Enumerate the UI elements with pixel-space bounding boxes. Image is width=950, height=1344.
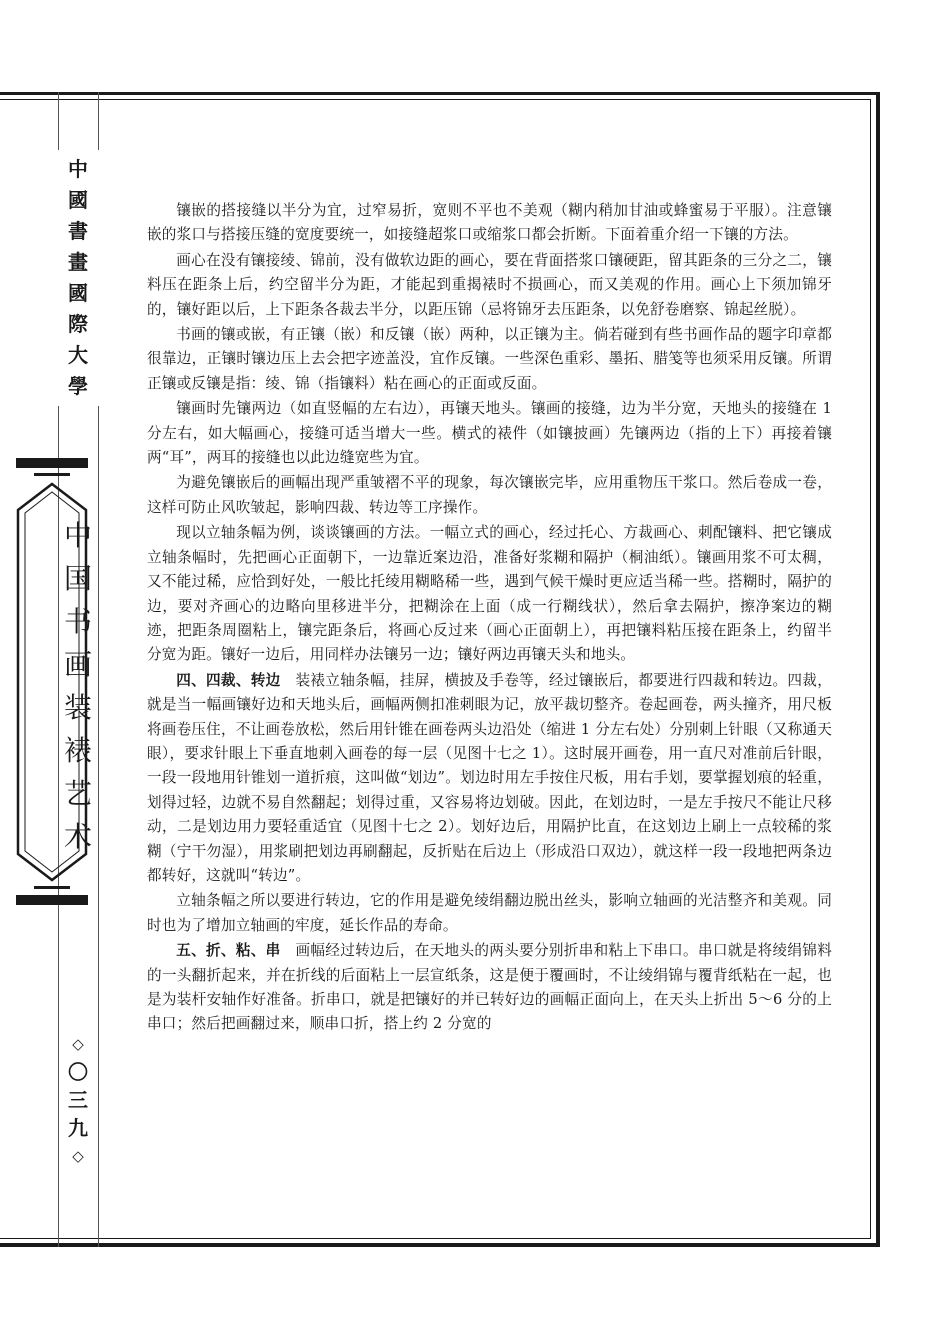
university-char: 國 xyxy=(68,281,88,305)
university-name xyxy=(50,150,106,406)
university-char: 中 xyxy=(68,157,88,181)
page-number xyxy=(60,1030,96,1170)
series-char: 艺 xyxy=(63,777,92,810)
series-char: 中 xyxy=(63,519,92,552)
body-text xyxy=(147,199,832,1038)
series-char: 术 xyxy=(63,820,92,853)
panel-top-bar xyxy=(16,458,88,468)
series-char: 裱 xyxy=(63,734,92,767)
paragraph-text: 装裱立轴条幅，挂屏，横披及手卷等，经过镶嵌后，都要进行四裁和转边。四裁，就是当一幅画镶好边和天地头后，画幅两侧扣准刺眼为记，放平裁切整齐。卷起画卷，两头撞齐，用尺板将画卷压住，不让画卷放松，然后用针锥在画卷两头边沿处（缩进 1 分左右处）分别刺上针眼（又称通天眼），要求针眼上下垂直地刺入画卷的每一层（见图十七之 1）。这时展开画卷，用一直尺对准前后针眼，一段一段地用针锥划一道折痕，这叫做“划边”。划边时用左手按住尺板，用右手划，要掌握划痕的轻重，划得过轻，边就不易自然翻起；划得过重，又容易将边划破。因此，在划边时，一是左手按尺不能让尺移动，二是划边用力要轻重适宜（见图十七之 2）。划好边后，用隔护比直，在这划边上刷上一点较稀的浆糊（宁干勿湿），用浆刷把划边再刷翻起，反折贴在后边上（形成沿口双边），就这样一段一段地把两条边都转好，这就叫“转边”。 xyxy=(147,671,833,884)
series-char: 装 xyxy=(63,691,92,724)
page-number-char: 〇 xyxy=(68,1060,88,1084)
paragraph: 为避免镶嵌后的画幅出现严重皱褶不平的现象，每次镶嵌完毕，应用重物压干浆口。然后卷成一卷，这样可防止风吹皱起，影响四裁、转边等工序操作。 xyxy=(147,474,832,516)
paragraph: 画心在没有镶接绫、锦前，没有做软边距的画心，要在背面搭浆口镶硬距，留其距条的三分之二，镶料压在距条上后，约空留半分为距，才能起到重揭裱时不损画心，而又美观的作用。画心上下须加锦牙的，镶好距以后，上下距条各裁去半分，以距压锦（忌将锦牙去压距条，以免舒卷磨察、锦起丝脱）。 xyxy=(147,251,832,318)
panel-bottom-bar xyxy=(16,895,88,905)
panel-bottom-bar-thin xyxy=(34,886,70,889)
university-char: 書 xyxy=(68,219,88,243)
university-char: 畫 xyxy=(68,250,88,274)
page-number-char: 九 xyxy=(68,1116,88,1140)
paragraph: 镶嵌的搭接缝以半分为宜，过窄易折，宽则不平也不美观（糊内稍加甘油或蜂蜜易于平服）。注意镶嵌的浆口与搭接压缝的宽度要统一，如接缝超浆口或缩浆口都会折断。下面着重介绍一下镶的方法。 xyxy=(147,202,832,244)
series-title xyxy=(52,514,104,858)
section-heading: 五、折、粘、串 xyxy=(176,942,281,960)
university-char: 國 xyxy=(68,188,88,212)
paragraph: 镶画时先镶两边（如直竖幅的左右边），再镶天地头。镶画的接缝，边为半分宽，天地头的接缝在 1 分左右，如大幅画心，接缝可适当增大一些。横式的裱件（如镶披画）先镶两边（指的上下）再接着镶两“耳”，两耳的接缝也以此边缝宽些为宜。 xyxy=(147,400,832,467)
paragraph: 现以立轴条幅为例，谈谈镶画的方法。一幅立式的画心，经过托心、方裁画心、刺配镶料、把它镶成立轴条幅时，先把画心正面朝下，一边靠近案边沿，准备好浆糊和隔护（桐油纸）。镶画用浆不可太稠，又不能过稀，应恰到好处，一般比托绫用糊略稀一些，遇到气候干燥时更应适当稀一些。搭糊时，隔护的边，要对齐画心的边略向里移进半分，把糊涂在上面（成一行糊线状），然后拿去隔护，擦净案边的糊迹，把距条周圈粘上，镶完距条后，将画心反过来（画心正面朝上），再把镶料粘压接在距条上，约留半分宽为距。镶好一边后，用同样办法镶另一边；镶好两边再镶天头和地头。 xyxy=(147,524,832,664)
paragraph-text: 画幅经过转边后，在天地头的两头要分别折串和粘上下串口。串口就是将绫绢锦料的一头翻折起来，并在折线的后面粘上一层宣纸条，这是便于覆画时，不让绫绢锦与覆背纸粘在一起，也是为装杆安轴作好准备。折串口，就是把镶好的并已转好边的画幅正面向上，在天头上折出 5～6 分的上串口；然后把画翻过来，顺串口折，搭上约 2 分宽的 xyxy=(147,942,833,1033)
paragraph xyxy=(147,939,832,1037)
university-char: 大 xyxy=(68,343,88,367)
university-char: 際 xyxy=(68,312,88,336)
section-heading: 四、四裁、转边 xyxy=(176,671,281,689)
page-number-char: 三 xyxy=(68,1088,88,1112)
series-char: 画 xyxy=(63,648,92,681)
paragraph: 立轴条幅之所以要进行转边，它的作用是避免绫绢翻边脱出丝头，影响立轴画的光洁整齐和美观。同时也为了增加立轴画的牢度，延长作品的寿命。 xyxy=(147,892,832,934)
series-char: 书 xyxy=(63,605,92,638)
diamond-icon: ◇ xyxy=(72,1035,84,1053)
paragraph xyxy=(147,669,832,889)
diamond-icon: ◇ xyxy=(72,1147,84,1165)
series-char: 国 xyxy=(63,562,92,595)
paragraph: 书画的镶或嵌，有正镶（嵌）和反镶（嵌）两种，以正镶为主。倘若碰到有些书画作品的题字印章都很靠边，正镶时镶边压上去会把字迹盖没，宜作反镶。一些深色重彩、墨拓、腊笺等也须采用反镶。所谓正镶或反镶是指：绫、锦（指镶料）粘在画心的正面或反面。 xyxy=(147,326,832,392)
university-char: 學 xyxy=(68,374,88,398)
panel-top-bar-thin xyxy=(34,473,70,476)
